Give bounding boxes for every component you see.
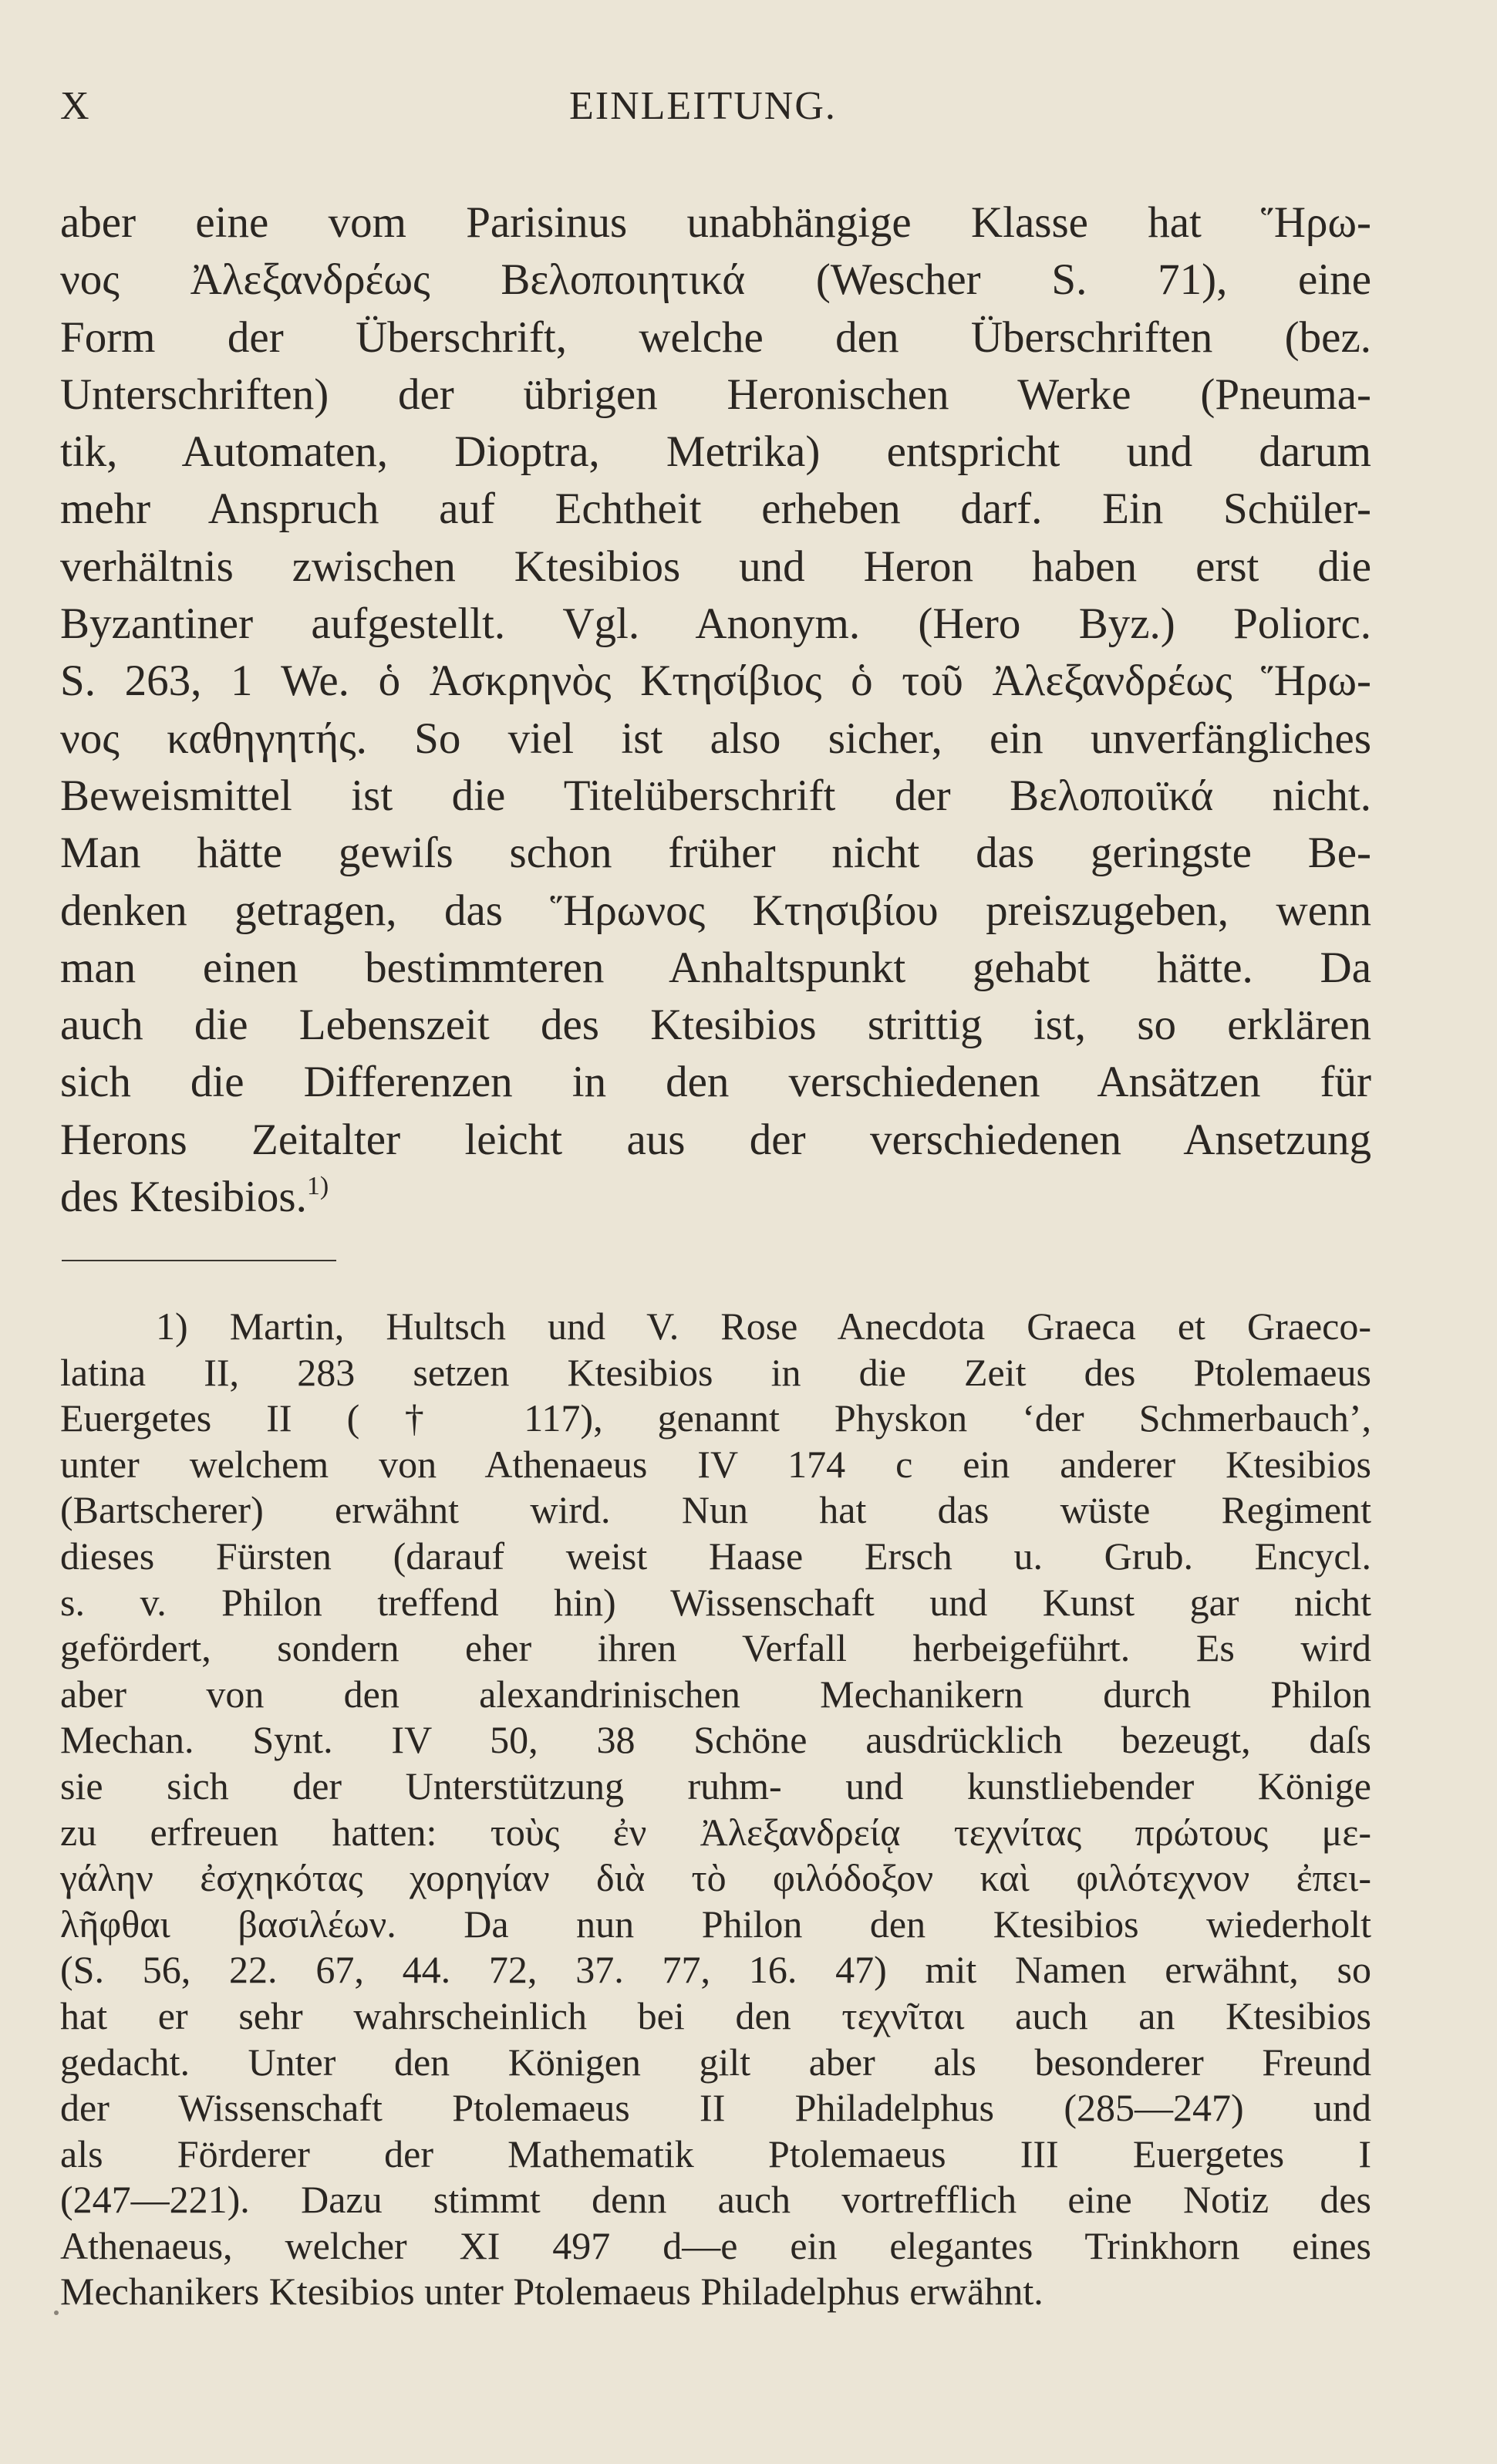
text-line: verhältnis zwischen Ktesibios und Heron haben erst die bbox=[60, 542, 1371, 591]
footnote-line: (S. 56, 22. 67, 44. 72, 37. 77, 16. 47) mit Namen erwähnt, so bbox=[60, 1948, 1371, 1992]
footnote-line: aber von den alexandrinischen Mechanikern durch Philon bbox=[60, 1672, 1371, 1716]
footnote-line: Euergetes II († 117), genannt Physkon ʻder Schmerbauchʼ, bbox=[60, 1396, 1371, 1440]
footnote-divider bbox=[62, 1260, 336, 1261]
page-number: X bbox=[60, 84, 91, 128]
running-head bbox=[60, 83, 1371, 137]
footnote-line: dieses Fürsten (darauf weist Haase Ersch u. Grub. Encycl. bbox=[60, 1534, 1371, 1578]
footnote-line: als Förderer der Mathematik Ptolemaeus III Euergetes I bbox=[60, 2132, 1371, 2175]
footnote-line: zu erfreuen hatten: τοὺς ἐν Ἀλεξανδρείᾳ τεχνίτας πρώτους με- bbox=[60, 1810, 1371, 1854]
text-line: sich die Differenzen in den verschiedenen Ansätzen für bbox=[60, 1058, 1371, 1107]
text-line-last bbox=[60, 1169, 1371, 1226]
text-line: Beweismittel ist die Titelüberschrift der Βελοποιϊκά nicht. bbox=[60, 771, 1371, 820]
footnote-line: sie sich der Unterstützung ruhm- und kunstliebender Könige bbox=[60, 1764, 1371, 1807]
footnote-line: 1) Martin, Hultsch und V. Rose Anecdota Graeca et Graeco- bbox=[156, 1305, 1371, 1348]
footnote-line: (247—221). Dazu stimmt denn auch vortrefflich eine Notiz des bbox=[60, 2178, 1371, 2222]
text-line: denken getragen, das Ἥρωνος Κτησιβίου preiszugeben, wenn bbox=[60, 886, 1371, 935]
footnote-line: gedacht. Unter den Königen gilt aber als besonderer Freund bbox=[60, 2040, 1371, 2084]
footnote-line: latina II, 283 setzen Ktesibios in die Zeit des Ptolemaeus bbox=[60, 1350, 1371, 1394]
paper-speck bbox=[54, 2310, 59, 2315]
footnote-line: s. v. Philon treffend hin) Wissenschaft und Kunst gar nicht bbox=[60, 1580, 1371, 1624]
text-line: νος καθηγητής. So viel ist also sicher, ein unverfängliches bbox=[60, 714, 1371, 763]
text-line: Unterschriften) der übrigen Heronischen Werke (Pneuma- bbox=[60, 370, 1371, 419]
footnote-line: γάλην ἐσχηκότας χορηγίαν διὰ τὸ φιλόδοξον καὶ φιλότεχνον ἐπει- bbox=[60, 1856, 1371, 1900]
text-line: mehr Anspruch auf Echtheit erheben darf. Ein Schüler- bbox=[60, 484, 1371, 534]
footnote-line: λῆφθαι βασιλέων. Da nun Philon den Ktesibios wiederholt bbox=[60, 1902, 1371, 1946]
footnote-line: (Bartscherer) erwähnt wird. Nun hat das wüste Regiment bbox=[60, 1488, 1371, 1532]
main-text bbox=[60, 194, 1371, 1226]
footnote-marker: 1) bbox=[306, 1172, 329, 1201]
text-line: auch die Lebenszeit des Ktesibios strittig ist, so erklären bbox=[60, 1001, 1371, 1050]
text-line: aber eine vom Parisinus unabhängige Klasse hat Ἥρω- bbox=[60, 198, 1371, 247]
footnote-line: unter welchem von Athenaeus IV 174 c ein anderer Ktesibios bbox=[60, 1442, 1371, 1486]
footnote-line: hat er sehr wahrscheinlich bei den τεχνῖται auch an Ktesibios bbox=[60, 1993, 1371, 2037]
text-line: Man hätte gewiſs schon früher nicht das geringste Be- bbox=[60, 829, 1371, 878]
footnote-line: der Wissenschaft Ptolemaeus II Philadelphus (285—247) und bbox=[60, 2086, 1371, 2130]
text-line: Byzantiner aufgestellt. Vgl. Anonym. (Hero Byz.) Poliorc. bbox=[60, 599, 1371, 649]
text-line: νος Ἀλεξανδρέως Βελοποιητικά (Wescher S. 71), eine bbox=[60, 255, 1371, 305]
footnote-line: Mechanikers Ktesibios unter Ptolemaeus Philadelphus erwähnt. bbox=[60, 2270, 1044, 2314]
text-line: man einen bestimmteren Anhaltspunkt gehabt hätte. Da bbox=[60, 943, 1371, 992]
text-line-end: des Ktesibios. bbox=[60, 1173, 307, 1222]
footnote bbox=[60, 1304, 1371, 2315]
text-line: tik, Automaten, Dioptra, Metrika) entspricht und darum bbox=[60, 427, 1371, 477]
footnote-line: Athenaeus, welcher XI 497 d—e ein elegantes Trinkhorn eines bbox=[60, 2223, 1371, 2267]
footnote-line: Mechan. Synt. IV 50, 38 Schöne ausdrücklich bezeugt, daſs bbox=[60, 1718, 1371, 1762]
footnote-line: gefördert, sondern eher ihren Verfall herbeigeführt. Es wird bbox=[60, 1626, 1371, 1670]
chapter-title: EINLEITUNG. bbox=[569, 84, 837, 128]
text-line: S. 263, 1 We. ὁ Ἀσκρηνὸς Κτησίβιος ὁ τοῦ Ἀλεξανδρέως Ἥρω- bbox=[60, 657, 1371, 706]
text-line: Form der Überschrift, welche den Überschriften (bez. bbox=[60, 312, 1371, 362]
text-line: Herons Zeitalter leicht aus der verschiedenen Ansetzung bbox=[60, 1115, 1371, 1164]
